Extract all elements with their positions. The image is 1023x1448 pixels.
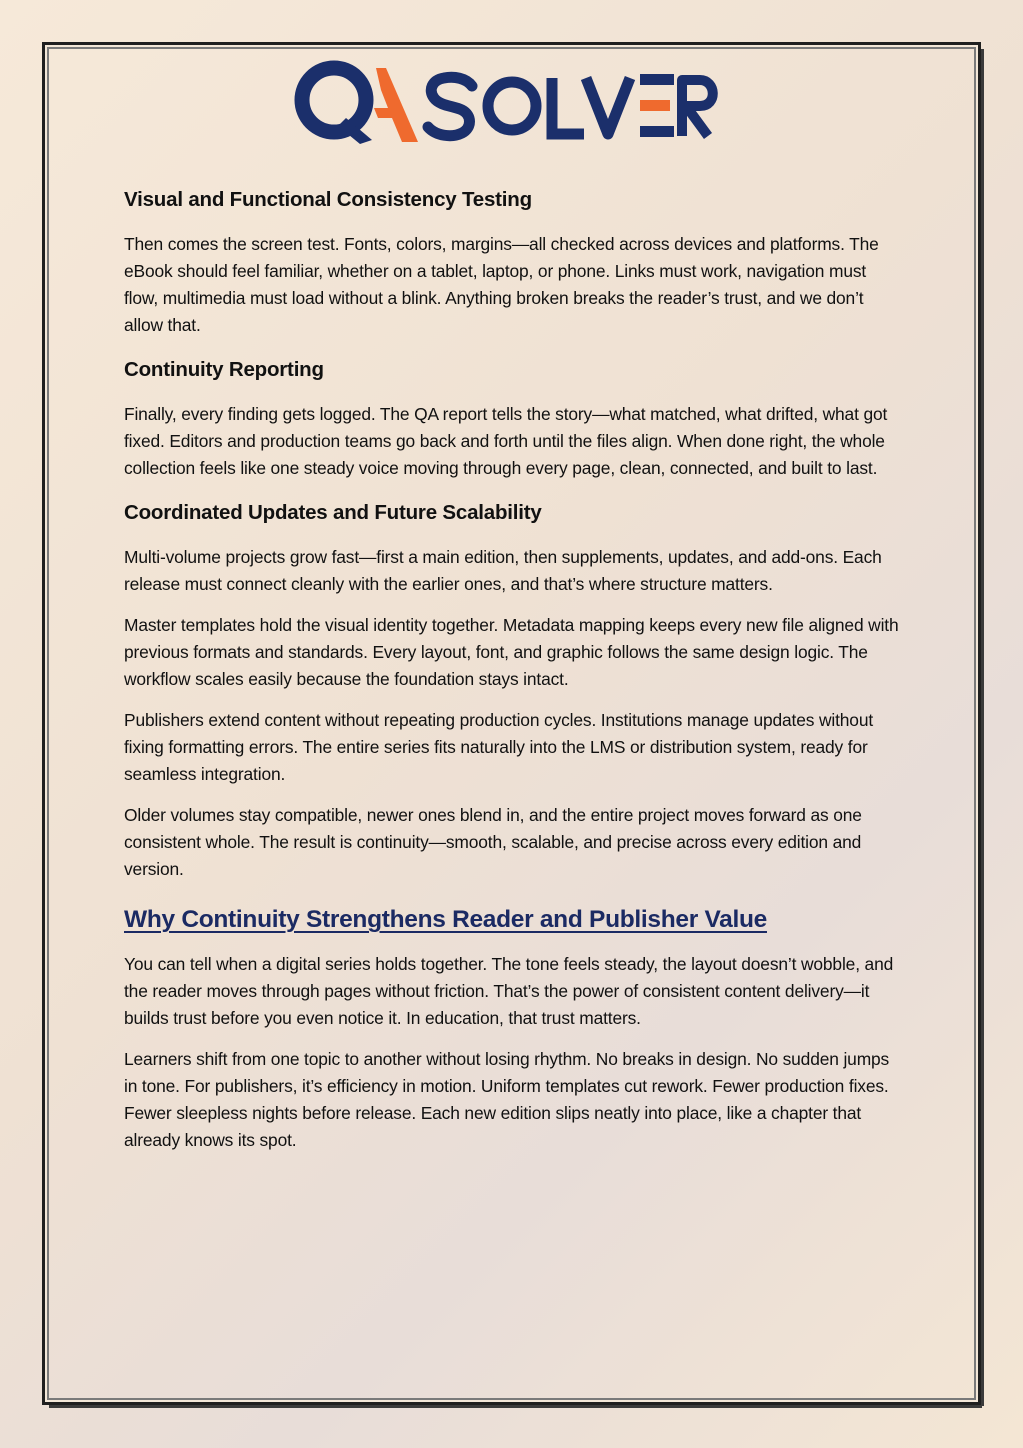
logo-e-mid: [640, 100, 670, 111]
section-heading-coordinated-updates: Coordinated Updates and Future Scalability: [124, 501, 542, 524]
paragraph: Learners shift from one topic to another without losing rhythm. No breaks in design. No sudden jumps in tone. For publishers, it’s efficiency in motion. Uniform templates cut rework. Fewer production fixes. Fewer sleepless nights before release. Each new edition slips neatly into place, like a chapter that already knows its spot.: [124, 1049, 890, 1150]
logo-letter-o: [488, 82, 536, 130]
paragraph: Master templates hold the visual identity together. Metadata mapping keeps every new file aligned with previous formats and standards. Every layout, font, and graphic follows the same design logic. The workflow scales easily because the foundation stays intact.: [124, 615, 899, 689]
qa-solvers-logo: [294, 60, 730, 146]
main-heading-why-continuity: Why Continuity Strengthens Reader and Publisher Value: [124, 906, 767, 933]
paragraph: Multi-volume projects grow fast—first a main edition, then supplements, updates, and add-ons. Each release must connect cleanly with the earlier ones, and that’s where structure matters.: [124, 547, 882, 594]
paragraph: Finally, every finding gets logged. The QA report tells the story—what matched, what drifted, what got fixed. Editors and production teams go back and forth until the files align. When done right, the whole collection feels like one steady voice moving through every page, clean, connected, and built to last.: [124, 404, 888, 478]
logo-graphic: [294, 60, 730, 146]
section-heading-continuity-reporting: Continuity Reporting: [124, 358, 324, 381]
logo-e-top: [640, 74, 674, 85]
paragraph: You can tell when a digital series holds together. The tone feels steady, the layout doesn’t wobble, and the reader moves through pages without friction. That’s the power of consistent content delivery—it builds trust before you even notice it. In education, that trust matters.: [124, 954, 894, 1028]
paragraph: Older volumes stay compatible, newer ones blend in, and the entire project moves forward as one consistent whole. The result is continuity—smooth, scalable, and precise across every edition and version.: [124, 805, 862, 879]
section-heading-visual-consistency: Visual and Functional Consistency Testing: [124, 188, 532, 211]
paragraph: Publishers extend content without repeating production cycles. Institutions manage updates without fixing formatting errors. The entire series fits naturally into the LMS or distribution system, ready for seamless integration.: [124, 710, 874, 784]
logo-letter-r: [682, 80, 713, 136]
paragraph: Then comes the screen test. Fonts, colors, margins—all checked across devices and platforms. The eBook should feel familiar, whether on a tablet, laptop, or phone. Links must work, navigation must flow, multimedia must load without a blink. Anything broken breaks the reader’s trust, and we don’t allow that.: [124, 234, 879, 335]
document-body: [124, 183, 902, 1168]
logo-letter-v: [586, 78, 630, 134]
logo-a-shape: [374, 68, 418, 142]
logo-q-ring: [302, 68, 366, 132]
logo-letter-s: [428, 77, 472, 135]
logo-e-bottom: [640, 126, 674, 137]
logo-letter-l: [552, 78, 584, 134]
